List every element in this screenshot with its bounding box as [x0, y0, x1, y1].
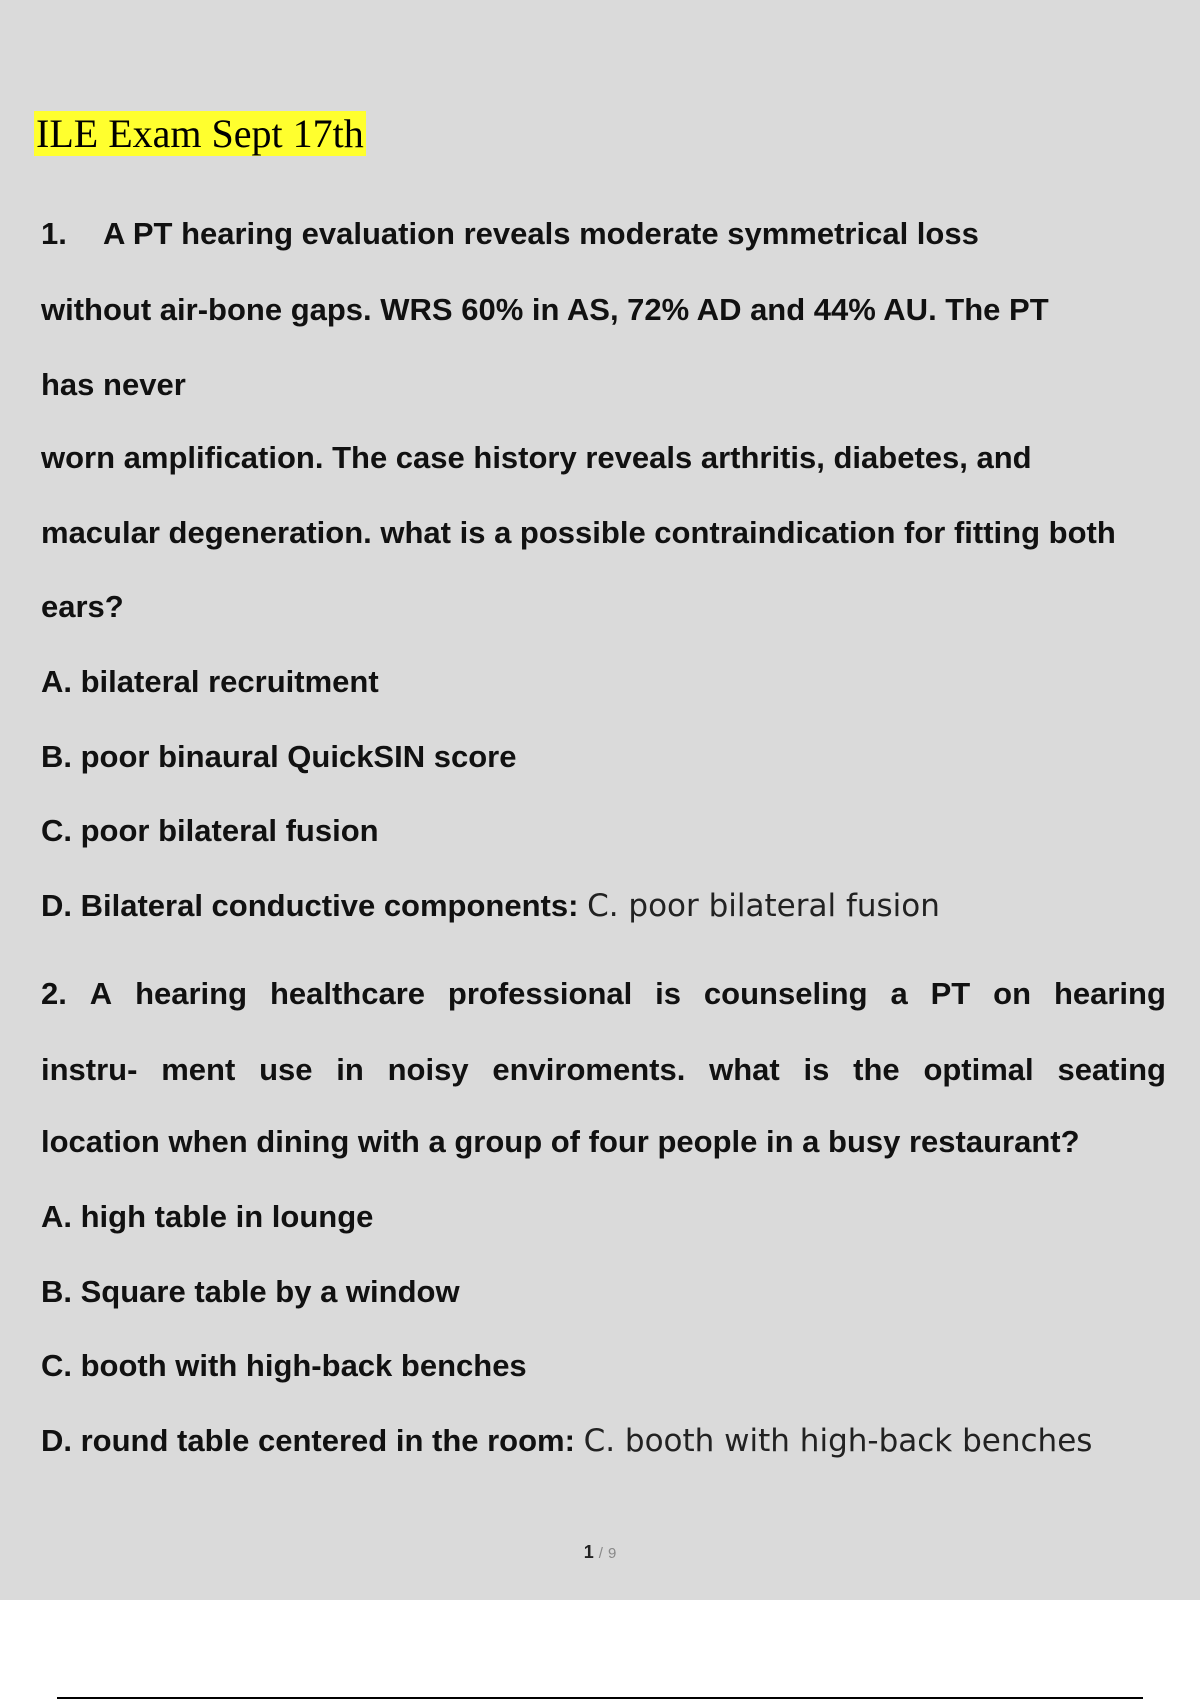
- question-number: 1.: [41, 216, 67, 251]
- question-1-line-4: worn amplification. The case history reveals arthritis, diabetes, and: [41, 440, 1032, 475]
- question-1-line-2: without air-bone gaps. WRS 60% in AS, 72% AD and 44% AU. The PT: [41, 292, 1049, 327]
- question-2-option-b: B. Square table by a window: [41, 1274, 460, 1309]
- next-page-divider: [57, 1697, 1143, 1699]
- question-stem-word: optimal: [923, 1052, 1034, 1087]
- question-number: 2.: [41, 976, 67, 1011]
- question-2-option-d: [41, 1421, 1166, 1461]
- option-text: D. Bilateral conductive components:: [41, 888, 579, 923]
- answer-text: C. poor bilateral fusion: [587, 888, 940, 924]
- question-stem-word: the: [853, 1052, 900, 1087]
- question-stem-word: healthcare: [269, 976, 426, 1011]
- document-title: [30, 110, 370, 158]
- question-1-option-a: A. bilateral recruitment: [41, 664, 379, 699]
- question-1-line-1: [41, 214, 1166, 254]
- question-stem-text: A PT hearing evaluation reveals moderate symmetrical loss: [103, 216, 979, 251]
- current-page-number: 1: [583, 1542, 594, 1562]
- question-stem-word: noisy: [387, 1052, 469, 1087]
- question-stem-word: A: [89, 976, 113, 1011]
- question-stem-word: enviroments.: [492, 1052, 686, 1087]
- option-text: D. round table centered in the room:: [41, 1423, 575, 1458]
- question-stem-word: professional: [447, 976, 633, 1011]
- total-page-count: 9: [607, 1545, 617, 1562]
- question-stem-word: PT: [930, 976, 971, 1011]
- page-separator: /: [598, 1545, 603, 1562]
- question-2-line-1: [41, 974, 1166, 1014]
- question-1-option-b: B. poor binaural QuickSIN score: [41, 739, 517, 774]
- question-stem-word: hearing: [135, 976, 248, 1011]
- question-1-option-d: [41, 886, 1166, 926]
- question-2-option-a: A. high table in lounge: [41, 1199, 374, 1234]
- question-1-option-c: C. poor bilateral fusion: [41, 813, 379, 848]
- answer-text: C. booth with high-back benches: [583, 1423, 1093, 1459]
- title-highlight: ILE Exam Sept 17th: [36, 111, 364, 156]
- question-stem-word: in: [336, 1052, 364, 1087]
- question-stem-word: on: [993, 976, 1032, 1011]
- question-2-line-3: location when dining with a group of four people in a busy restaurant?: [41, 1124, 1080, 1159]
- question-stem-word: is: [803, 1052, 830, 1087]
- question-stem-word: hearing: [1053, 976, 1166, 1011]
- question-1-line-3: has never: [41, 367, 186, 402]
- question-stem-word: ment: [161, 1052, 236, 1087]
- question-stem-word: what: [709, 1052, 780, 1087]
- question-stem-word: use: [259, 1052, 313, 1087]
- page-indicator: [0, 1542, 1200, 1563]
- question-stem-word: is: [655, 976, 682, 1011]
- question-stem-word: a: [890, 976, 908, 1011]
- question-stem-word: instru-: [41, 1052, 138, 1087]
- question-1-line-6: ears?: [41, 589, 124, 624]
- question-2-line-2: [41, 1050, 1166, 1090]
- question-1-line-5: macular degeneration. what is a possible contraindication for fitting both: [41, 515, 1116, 550]
- question-2-option-c: C. booth with high-back benches: [41, 1348, 527, 1383]
- question-stem-word: seating: [1057, 1052, 1166, 1087]
- question-stem-word: counseling: [703, 976, 868, 1011]
